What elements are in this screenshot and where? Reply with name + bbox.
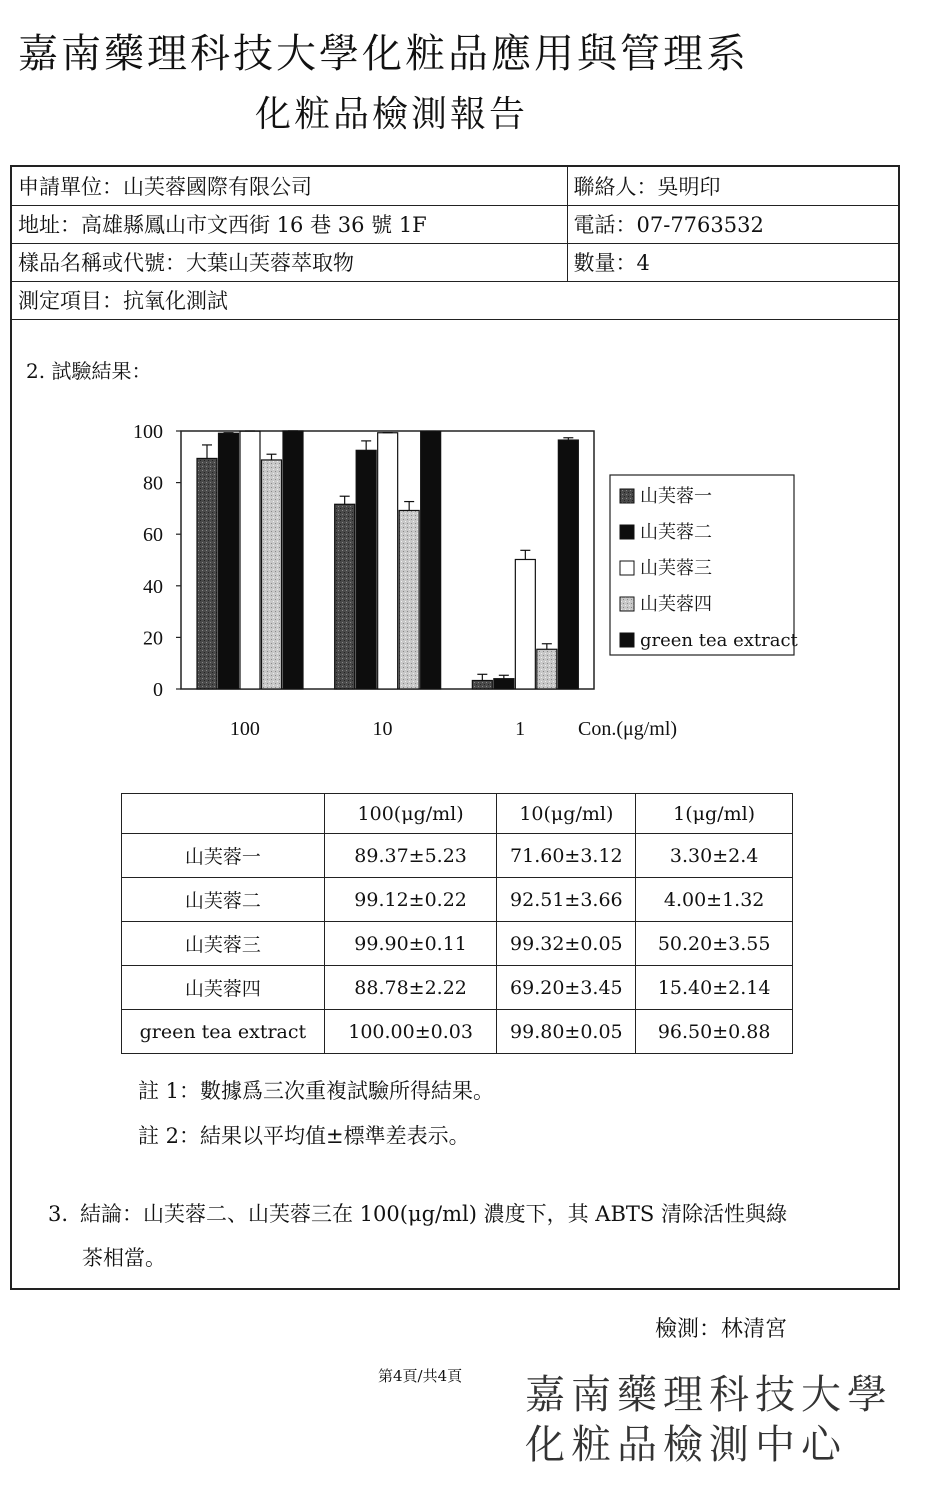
header-cell [122, 794, 325, 834]
sample-name-cell: 山芙蓉一 [122, 834, 325, 878]
x-tick-label: 10 [372, 718, 393, 740]
value-cell: 96.50±0.88 [636, 1010, 793, 1054]
bar [240, 431, 260, 689]
conclusion-number: 3. [48, 1202, 69, 1226]
sample-name-cell: green tea extract [122, 1010, 325, 1054]
bar [262, 460, 282, 689]
inspector-signature: 檢測：林清宮 [655, 1317, 788, 1342]
value-cell: 50.20±3.55 [636, 922, 793, 966]
value-cell: 92.51±3.66 [497, 878, 636, 922]
legend-swatch [620, 525, 634, 539]
value-cell: 88.78±2.22 [324, 966, 497, 1010]
table-row [122, 834, 793, 878]
sample-name-cell: 山芙蓉三 [122, 922, 325, 966]
address-field: 地址：高雄縣鳳山市文西街 16 巷 36 號 1F [12, 205, 567, 243]
value-cell: 99.32±0.05 [497, 922, 636, 966]
x-axis [230, 718, 525, 740]
legend-swatch [620, 597, 634, 611]
bar [515, 559, 535, 689]
info-row [12, 281, 898, 319]
info-table [12, 167, 898, 320]
conclusion-line-1 [48, 1192, 878, 1236]
bar [558, 440, 578, 689]
table-row [122, 966, 793, 1010]
x-tick-label: 1 [515, 718, 526, 740]
header-cell: 100(μg/ml) [324, 794, 497, 834]
value-cell: 89.37±5.23 [324, 834, 497, 878]
results-header-row [122, 794, 793, 834]
page-number: 第4頁/共4頁 [378, 1367, 463, 1385]
bar-series-group [197, 431, 578, 689]
bar [283, 431, 303, 689]
phone-field: 電話：07-7763532 [567, 205, 898, 243]
value-cell: 3.30±2.4 [636, 834, 793, 878]
table-row [122, 922, 793, 966]
value-cell: 15.40±2.14 [636, 966, 793, 1010]
table-row [122, 1010, 793, 1054]
note-2: 註 2：結果以平均值±標準差表示。 [138, 1124, 470, 1148]
conclusion-line-2: 茶相當。 [82, 1246, 166, 1270]
value-cell: 99.90±0.11 [324, 922, 497, 966]
bar [494, 679, 514, 689]
table-row [122, 878, 793, 922]
y-tick-label: 100 [133, 421, 163, 443]
y-tick-label: 80 [143, 472, 163, 495]
report-title: 化粧品檢測報告 [255, 94, 529, 135]
value-cell: 99.80±0.05 [497, 1010, 636, 1054]
value-cell: 99.12±0.22 [324, 878, 497, 922]
bar [378, 433, 398, 689]
y-tick-label: 60 [143, 524, 163, 547]
bar [197, 458, 217, 689]
legend-label: 山芙蓉四 [640, 594, 712, 615]
legend-swatch [620, 489, 634, 503]
stamp-line-1: 嘉南藥理科技大學 [525, 1372, 893, 1418]
info-row [12, 205, 898, 243]
bar [472, 680, 492, 689]
value-cell: 69.20±3.45 [497, 966, 636, 1010]
info-row [12, 167, 898, 205]
y-tick-label: 40 [143, 575, 163, 598]
legend-label: green tea extract [640, 630, 798, 651]
test-item-field: 測定項目：抗氧化測試 [12, 281, 898, 319]
bar [356, 450, 376, 689]
results-bar-chart [110, 410, 798, 750]
legend-label: 山芙蓉三 [640, 558, 712, 579]
legend-label: 山芙蓉二 [640, 522, 712, 543]
header-cell: 10(μg/ml) [497, 794, 636, 834]
sample-field: 樣品名稱或代號：大葉山芙蓉萃取物 [12, 243, 567, 281]
bar [537, 649, 557, 689]
legend-swatch [620, 633, 634, 647]
testing-center-stamp [525, 1370, 893, 1470]
quantity-field: 數量：4 [567, 243, 898, 281]
x-axis-label: Con.(μg/ml) [578, 718, 678, 740]
y-tick-label: 20 [143, 627, 163, 650]
legend-label: 山芙蓉一 [640, 486, 712, 507]
value-cell: 4.00±1.32 [636, 878, 793, 922]
header-cell: 1(μg/ml) [636, 794, 793, 834]
applicant-field: 申請單位：山芙蓉國際有限公司 [12, 167, 567, 205]
sample-name-cell: 山芙蓉二 [122, 878, 325, 922]
report-title-department: 嘉南藥理科技大學化粧品應用與管理系 [18, 31, 749, 77]
note-1: 註 1：數據爲三次重複試驗所得結果。 [138, 1079, 495, 1103]
results-table [121, 793, 793, 1054]
chart-legend [610, 475, 799, 655]
bar [335, 504, 355, 689]
contact-field: 聯絡人：吳明印 [567, 167, 898, 205]
bar [399, 510, 419, 689]
bar [219, 433, 239, 689]
stamp-line-2: 化粧品檢測中心 [525, 1422, 847, 1468]
bar [421, 432, 441, 689]
value-cell: 100.00±0.03 [324, 1010, 497, 1054]
value-cell: 71.60±3.12 [497, 834, 636, 878]
info-row [12, 243, 898, 281]
legend-swatch [620, 561, 634, 575]
x-tick-label: 100 [229, 718, 260, 740]
y-tick-label: 0 [153, 679, 163, 701]
conclusion-text: 結論：山芙蓉二、山芙蓉三在 100(μg/ml) 濃度下，其 ABTS 清除活性與綠 [80, 1202, 787, 1226]
y-axis [133, 421, 181, 701]
sample-name-cell: 山芙蓉四 [122, 966, 325, 1010]
section-results-heading: 2. 試驗結果： [26, 359, 152, 383]
conclusion-section [48, 1192, 878, 1280]
